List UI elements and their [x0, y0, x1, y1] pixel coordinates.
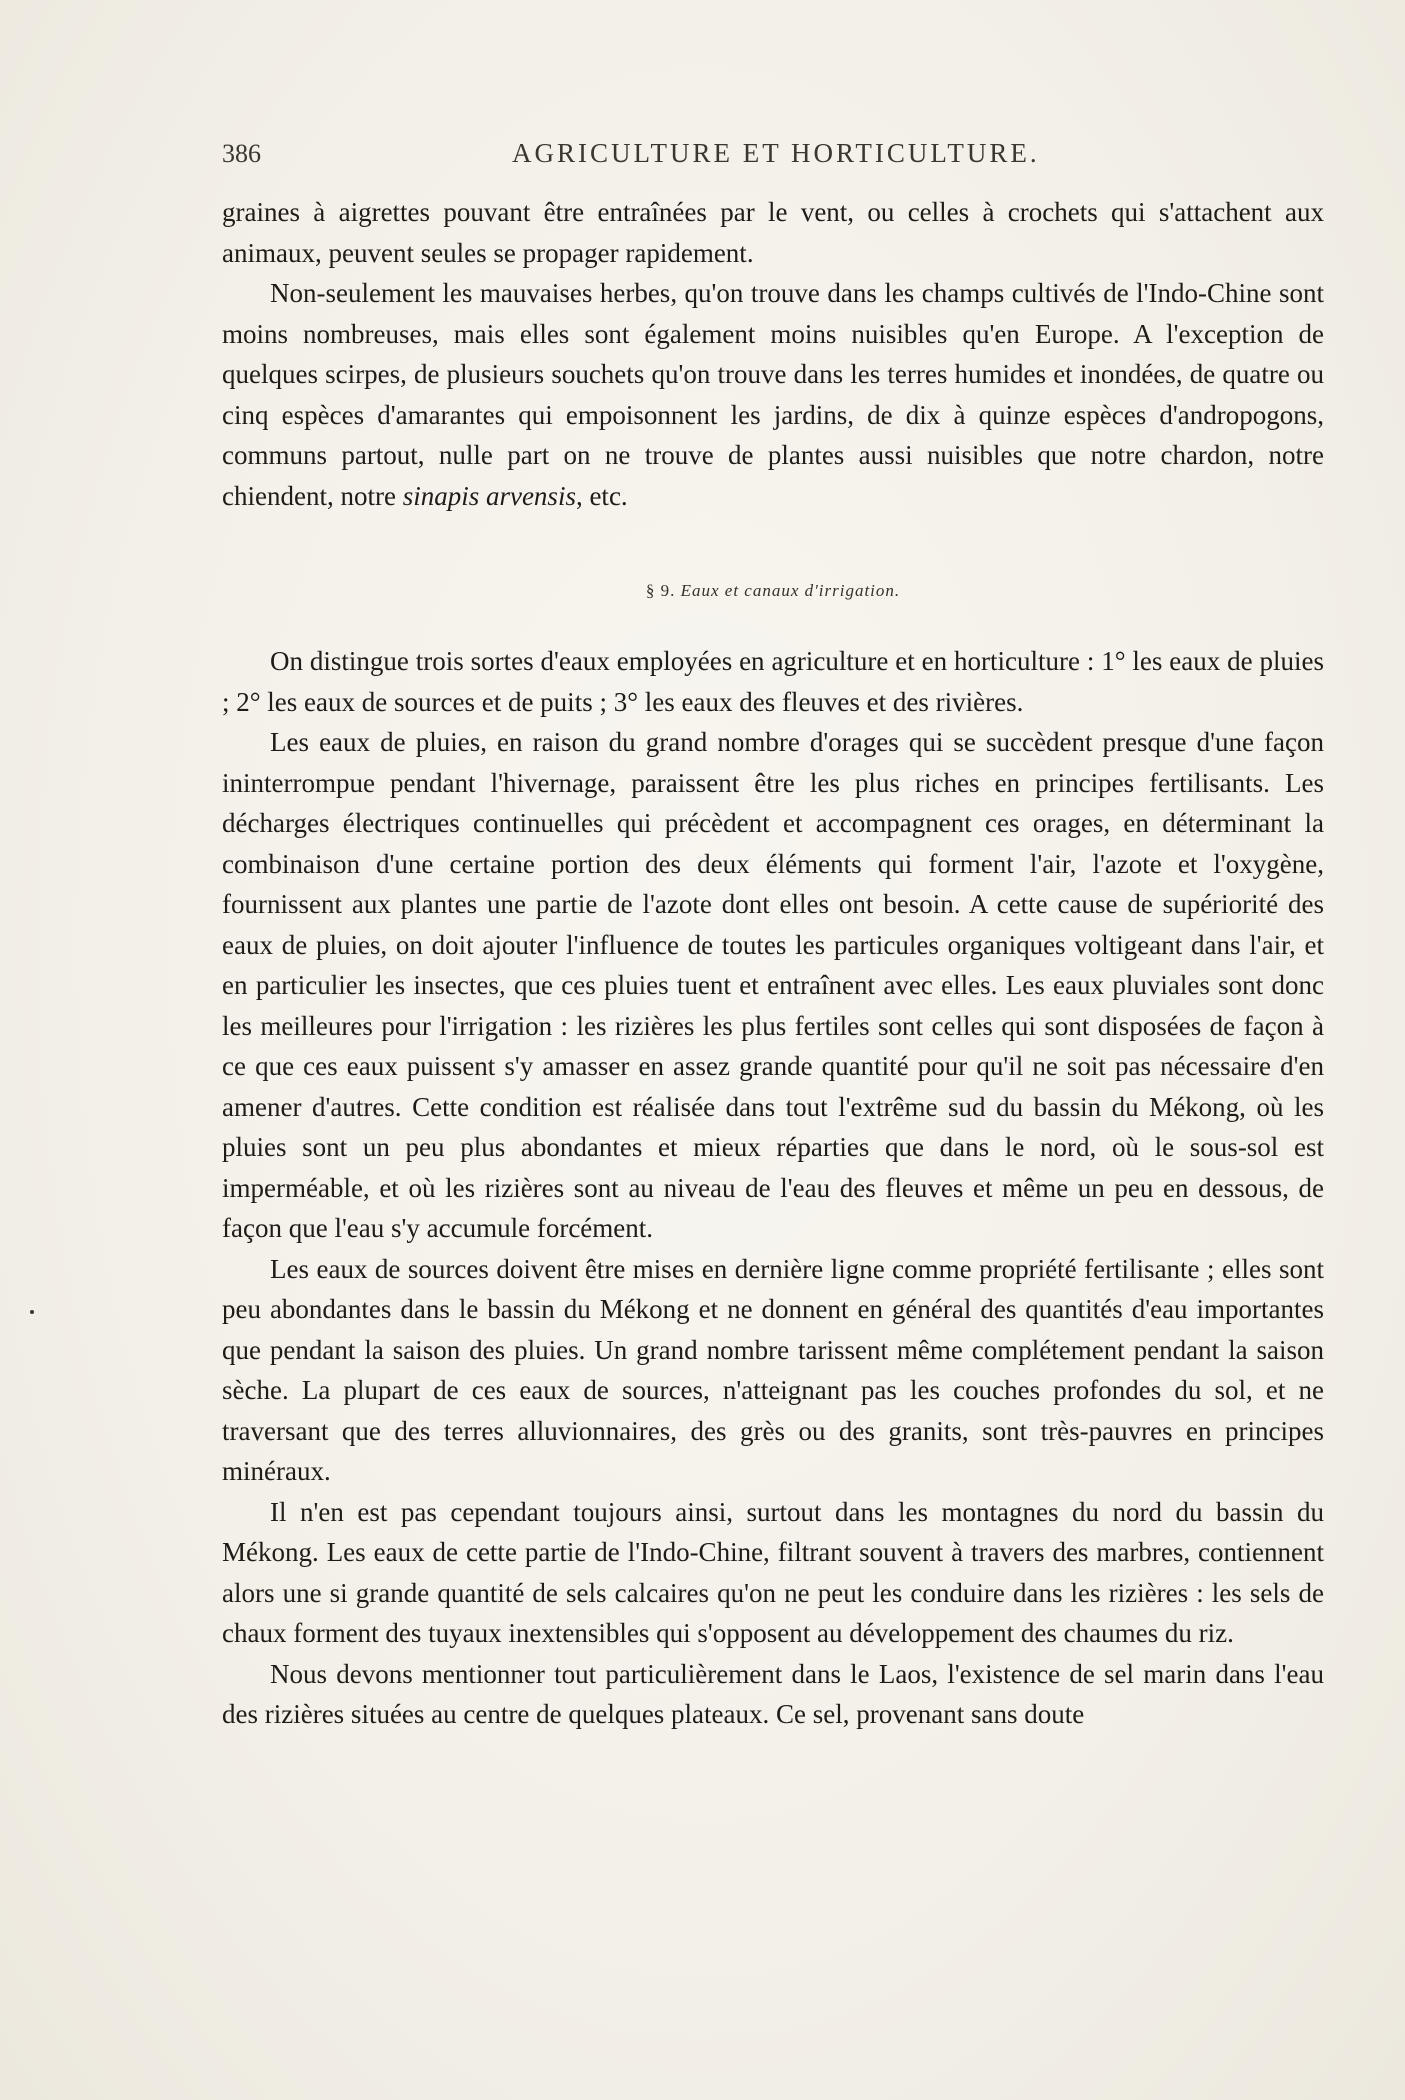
text-block: [222, 138, 1324, 1735]
paragraph-sea-salt: Nous devons mentionner tout particulièrement dans le Laos, l'existence de sel marin dans l'eau des rizières situées au centre de quelques plateaux. Ce sel, provenant sans doute: [222, 1658, 1324, 1729]
section-mark: § 9.: [645, 581, 676, 600]
paragraph-north-mountains: Il n'en est pas cependant toujours ainsi, surtout dans les montagnes du nord du bassin du Mékong. Les eaux de cette partie de l'Indo-Chine, filtrant souvent à travers des marbres, contiennent alors une si grande quantité de sels calcaires qu'on ne peut les conduire dans les rizières : les sels de chaux forment des tuyaux inextensibles qui s'opposent au développement des chaumes du riz.: [222, 1496, 1324, 1648]
paragraph-weeds-end: , etc.: [575, 480, 628, 511]
running-head: [222, 138, 1324, 178]
section-heading: [222, 581, 1324, 601]
stray-ink-mark: [30, 1310, 34, 1314]
page-number: 386: [222, 139, 261, 168]
paragraph-rain-water: Les eaux de pluies, en raison du grand nombre d'orages qui se succèdent presque d'une façon ininterrompue pendant l'hivernage, paraissent être les plus riches en principes fertilisants. Les décharges électriques continuelles qui précèdent et accompagnent ces orages, en déterminant la combinaison d'une certaine portion des deux éléments qui forment l'air, l'azote et l'oxygène, fournissent aux plantes une partie de l'azote dont elles ont besoin. A cette cause de supériorité des eaux de pluies, on doit ajouter l'influence de toutes les particules organiques voltigeant dans l'air, et en particulier les insectes, que ces pluies tuent et entraînent avec elles. Les eaux pluviales sont donc les meilleures pour l'irrigation : les rizières les plus fertiles sont celles qui sont disposées de façon à ce que ces eaux puissent s'y amasser en assez grande quantité pour qu'il ne soit pas nécessaire d'en amener d'autres. Cette condition est réalisée dans tout l'extrême sud du bassin du Mékong, où les pluies sont un peu plus abondantes et mieux réparties que dans le nord, où le sous-sol est imperméable, et où les rizières sont au niveau de l'eau des fleuves et même un peu en dessous, de façon que l'eau s'y accumule forcément.: [222, 727, 1324, 1243]
paragraph-weeds-text: Non-seulement les mauvaises herbes, qu'on trouve dans les champs cultivés de l'Indo-Chine sont moins nombreuses, mais elles sont également moins nuisibles qu'en Europe. A l'exception de quelques scirpes, de plusieurs souchets qu'on trouve dans les terres humides et inondées, de quatre ou cinq espèces d'amarantes qui empoisonnent les jardins, de dix à quinze espèces d'andropogons, communs partout, nulle part on ne trouve de plantes aussi nuisibles que notre chardon, notre chiendent, notre: [222, 278, 1324, 511]
paragraph-water-types: On distingue trois sortes d'eaux employées en agriculture et en horticulture : 1° les eaux de pluies ; 2° les eaux de sources et de puits ; 3° les eaux des fleuves et des rivières.: [222, 646, 1324, 717]
latin-name: sinapis arvensis: [402, 480, 576, 511]
running-title: AGRICULTURE ET HORTICULTURE.: [512, 138, 1040, 168]
section-title: Eaux et canaux d'irrigation.: [680, 581, 901, 600]
paragraph-continued: graines à aigrettes pouvant être entraînées par le vent, ou celles à crochets qui s'attachent aux animaux, peuvent seules se propager rapidement.: [222, 197, 1324, 268]
paragraph-weeds: [222, 273, 1324, 516]
paragraph-spring-water: Les eaux de sources doivent être mises en dernière ligne comme propriété fertilisante ; elles sont peu abondantes dans le bassin du Mékong et ne donnent en général des quantités d'eau importantes que pendant la saison des pluies. Un grand nombre tarissent même complétement pendant la saison sèche. La plupart de ces eaux de sources, n'atteignant pas les couches profondes du sol, et ne traversant que des terres alluvionnaires, des grès ou des granits, sont très-pauvres en principes minéraux.: [222, 1253, 1324, 1486]
